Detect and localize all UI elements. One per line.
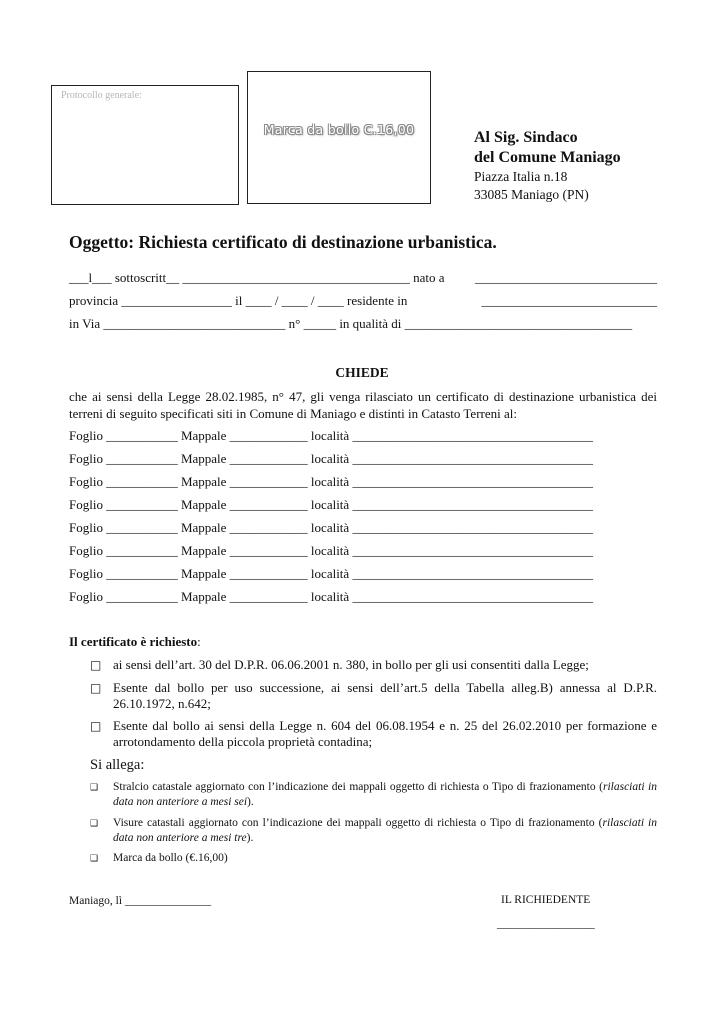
attachment-item[interactable]: [90, 816, 657, 846]
parcel-row[interactable]: Foglio ___________ Mappale ____________ località _____________________________________: [69, 451, 593, 466]
certificate-option-text: ai sensi dell’art. 30 del D.P.R. 06.06.2001 n. 380, in bollo per gli usi consentiti dalla Legge;: [113, 657, 589, 672]
applicant-row-1-left[interactable]: ___l___ sottoscritt__ ___________________________________ nato a: [69, 270, 445, 285]
parcel-row[interactable]: Foglio ___________ Mappale ____________ località _____________________________________: [69, 497, 593, 512]
subject-heading: Oggetto: Richiesta certificato di destinazione urbanistica.: [69, 232, 497, 252]
parcel-row[interactable]: Foglio ___________ Mappale ____________ località _____________________________________: [69, 474, 593, 489]
attachments-title: Si allega:: [90, 757, 145, 773]
attachment-item[interactable]: [90, 851, 657, 866]
parcel-row[interactable]: Foglio ___________ Mappale ____________ località _____________________________________: [69, 428, 593, 443]
certificate-title: [69, 634, 201, 650]
attachment-item[interactable]: [90, 780, 657, 810]
recipient-line-3: Piazza Italia n.18: [474, 169, 568, 184]
parcel-row[interactable]: Foglio ___________ Mappale ____________ località _____________________________________: [69, 520, 593, 535]
applicant-row-2-left[interactable]: provincia _________________ il ____ / ____ / ____ residente in: [69, 293, 408, 308]
certificate-option[interactable]: [90, 680, 657, 712]
place-date-line[interactable]: Maniago, lì _______________: [69, 895, 212, 907]
attachment-text: [113, 780, 657, 810]
signature-line[interactable]: _________________: [497, 918, 595, 930]
stamp-label: Marca da bollo C.16,00: [263, 122, 415, 137]
certificate-title-text: Il certificato è richiesto: [69, 634, 198, 649]
certificate-option-text: Esente dal bollo per uso successione, ai sensi dell’art.5 della Tabella alleg.B) annessa al D.P.R. 26.10.1972, n.642;: [113, 680, 657, 711]
certificate-option[interactable]: [90, 657, 657, 673]
signer-label: IL RICHIEDENTE: [501, 894, 591, 906]
recipient-block: [474, 128, 621, 204]
parcel-row[interactable]: Foglio ___________ Mappale ____________ località _____________________________________: [69, 589, 593, 604]
checkbox-icon[interactable]: □: [90, 681, 102, 695]
attachment-text: [113, 816, 657, 846]
attachment-text-tail: ).: [246, 832, 254, 844]
attachment-text-main: Visure catastali aggiornato con l’indicazione dei mappali oggetto di richiesta o Tipo di frazionamento (: [113, 817, 603, 829]
attachment-text-italic: rilasciati in data non anteriore a mesi tre: [113, 817, 657, 844]
protocol-label: Protocollo generale:: [61, 90, 142, 101]
protocol-box: [51, 85, 239, 205]
attachment-text-tail: ).: [247, 796, 254, 808]
certificate-option[interactable]: [90, 718, 657, 750]
applicant-row-2: [69, 293, 657, 309]
request-paragraph: che ai sensi della Legge 28.02.1985, n° 47, gli venga rilasciato un certificato di destinazione urbanistica dei terreni di seguito specificati siti in Comune di Maniago e distinti in Catasto Terreni al:: [69, 389, 657, 421]
checkbox-icon[interactable]: □: [90, 658, 102, 672]
attachment-text-italic: rilasciati in data non anteriore a mesi sei: [113, 781, 657, 808]
recipient-line-1: Al Sig. Sindaco: [474, 129, 578, 146]
request-heading: CHIEDE: [335, 365, 389, 380]
recipient-line-2: del Comune Maniago: [474, 149, 621, 166]
parcel-row[interactable]: Foglio ___________ Mappale ____________ località _____________________________________: [69, 566, 593, 581]
certificate-title-colon: :: [197, 634, 201, 649]
checkbox-icon[interactable]: □: [90, 719, 102, 733]
stamp-box: [247, 71, 431, 204]
attachment-text: [113, 851, 657, 866]
recipient-line-4: 33085 Maniago (PN): [474, 187, 589, 202]
attachment-text-main: Marca da bollo (€.16,00): [113, 852, 228, 864]
parcel-row[interactable]: Foglio ___________ Mappale ____________ località _____________________________________: [69, 543, 593, 558]
applicant-row-2-right[interactable]: ___________________________: [481, 293, 657, 308]
applicant-row-1: [69, 270, 657, 286]
certificate-option-text: Esente dal bollo ai sensi della Legge n. 604 del 06.08.1954 e n. 25 del 26.02.2010 per formazione e arrotondamento della piccola proprietà contadina;: [113, 718, 657, 749]
attachment-text-main: Stralcio catastale aggiornato con l’indicazione dei mappali oggetto di richiesta o Tipo di frazionamento (: [113, 781, 603, 793]
applicant-row-1-right[interactable]: ____________________________: [475, 270, 657, 285]
checkbox-icon[interactable]: ❑: [90, 854, 99, 864]
checkbox-icon[interactable]: ❑: [90, 783, 99, 793]
applicant-row-3[interactable]: in Via ____________________________ n° _____ in qualità di ___________________________________: [69, 316, 633, 331]
checkbox-icon[interactable]: ❑: [90, 819, 99, 829]
